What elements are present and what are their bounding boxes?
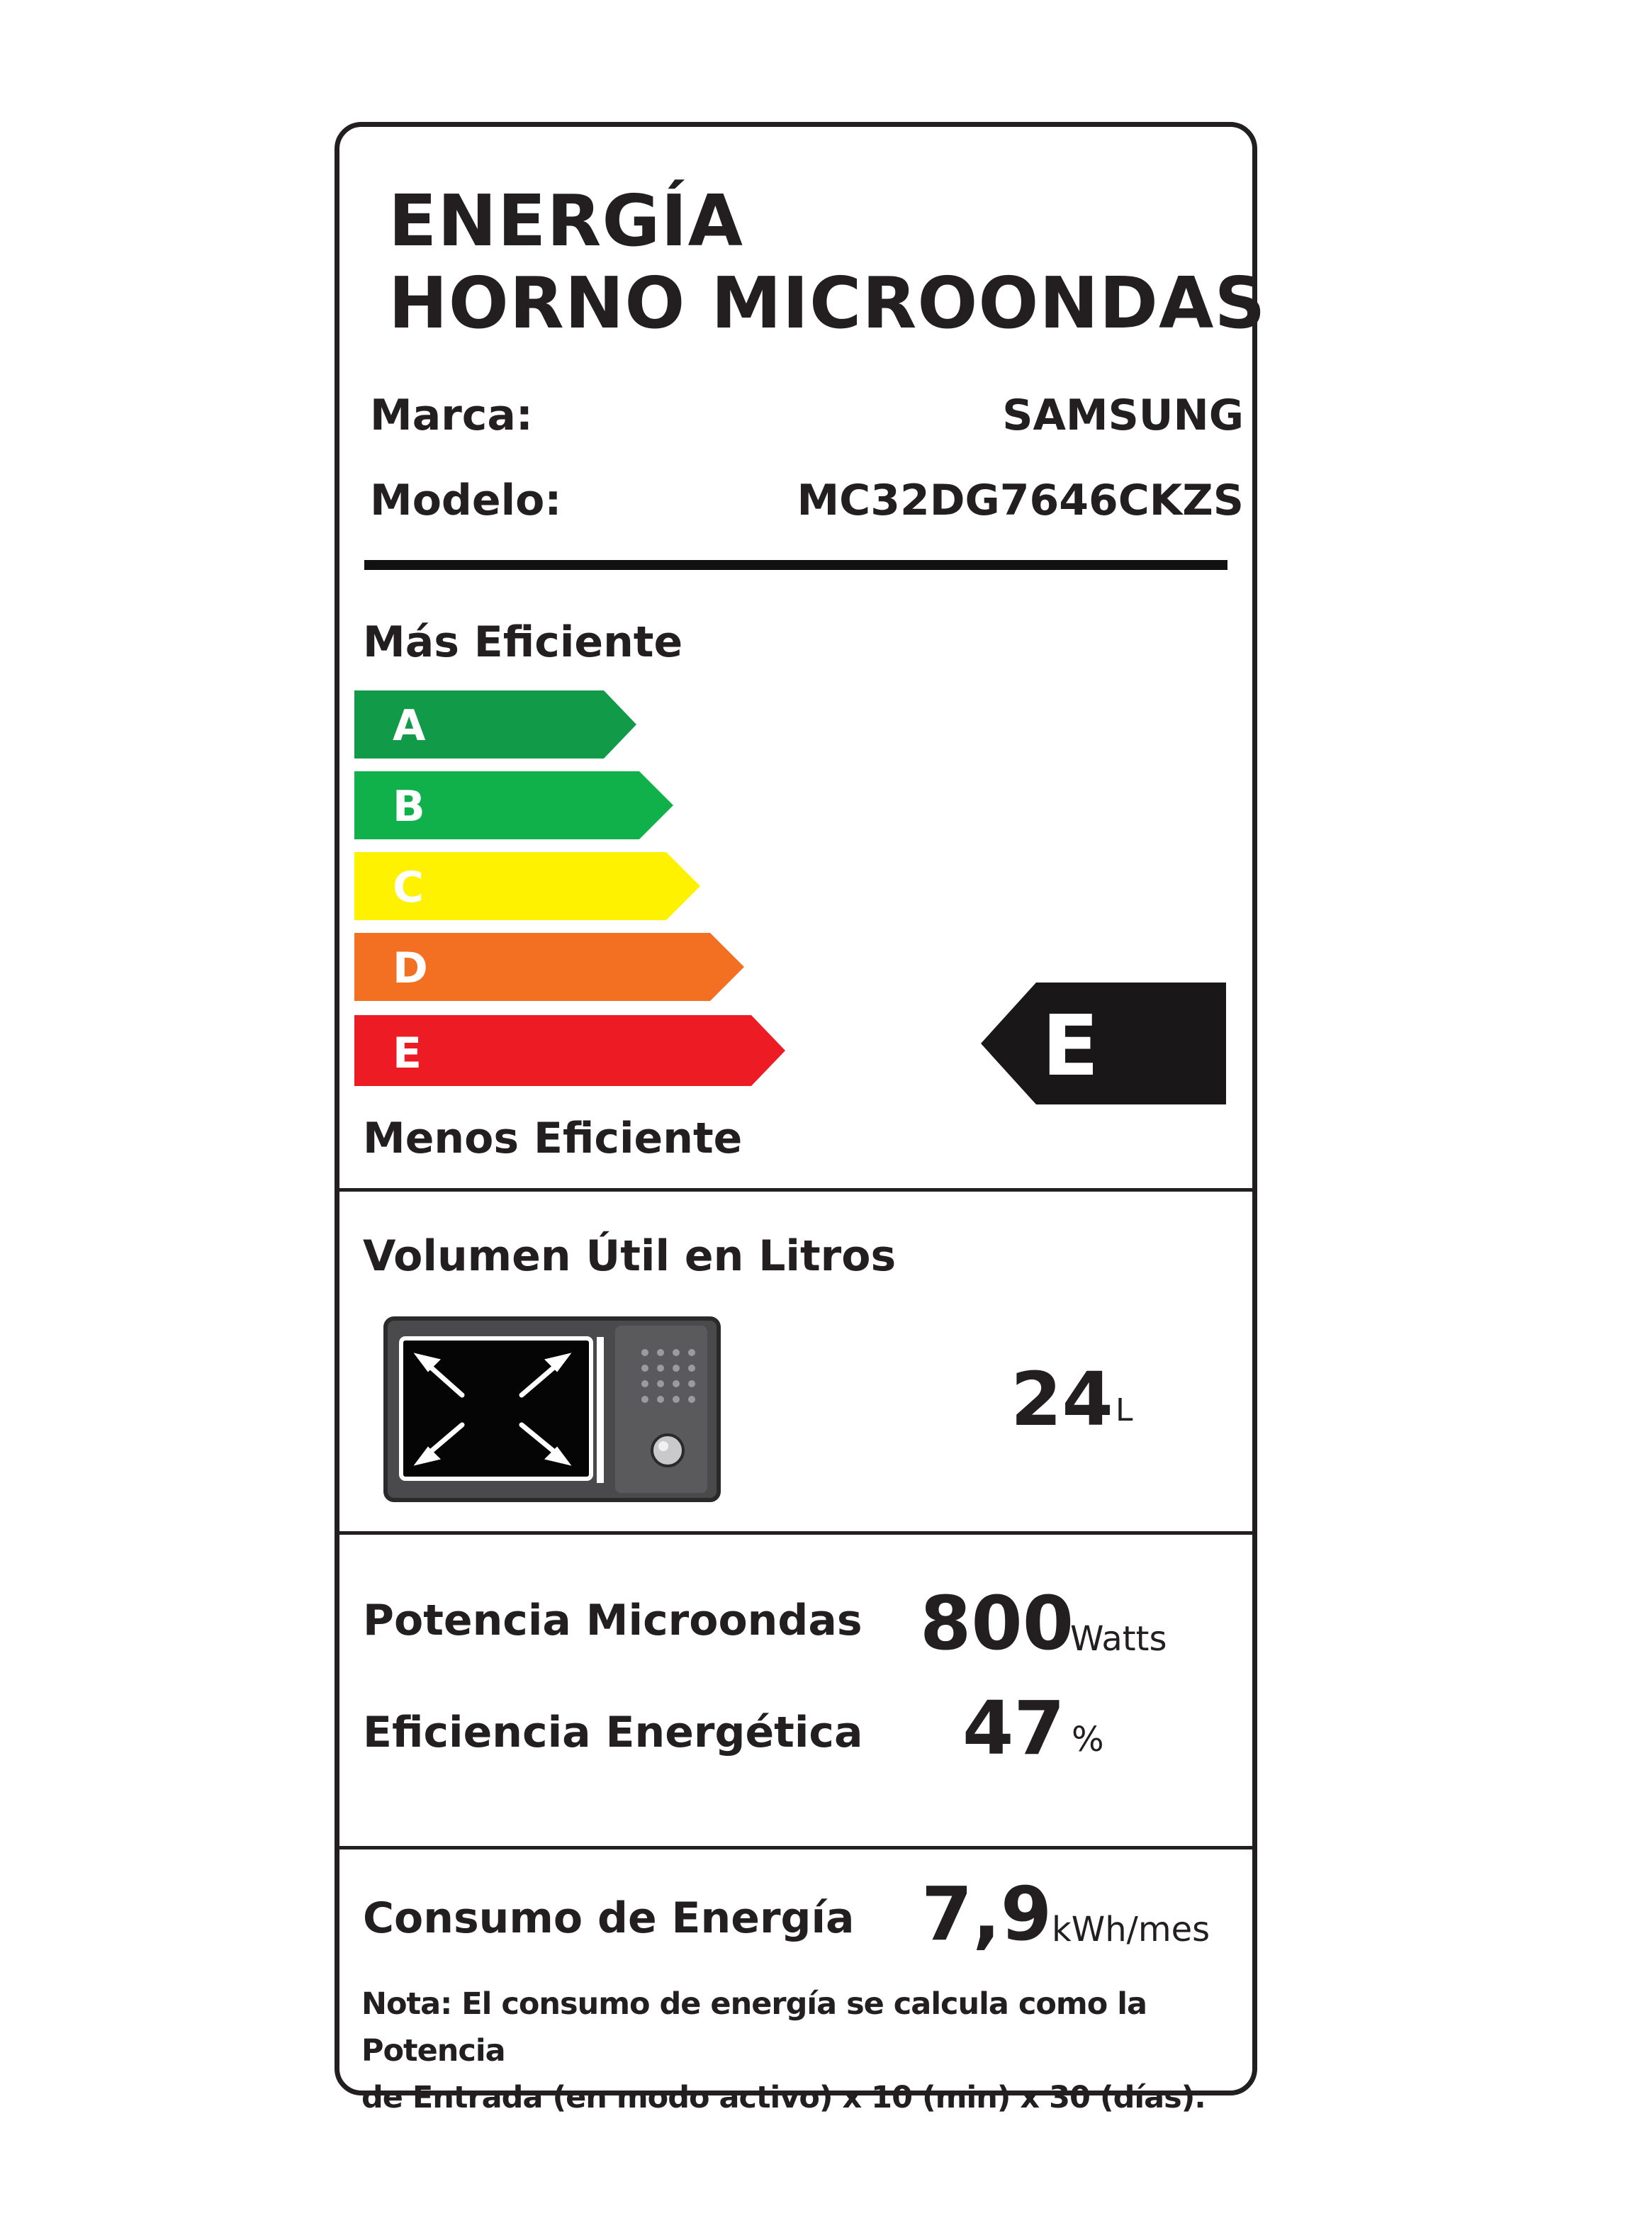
consumption-unit: kWh/mes bbox=[1052, 1910, 1210, 1949]
power-label: Potencia Microondas bbox=[363, 1596, 862, 1645]
label-title-line1: ENERGÍA bbox=[388, 179, 743, 262]
label-title-line2: HORNO MICROONDAS bbox=[388, 262, 1266, 345]
volume-value: 24 bbox=[1011, 1356, 1113, 1443]
efficiency-unit: % bbox=[1072, 1720, 1104, 1759]
volume-unit: L bbox=[1116, 1392, 1133, 1428]
more-efficient-label: Más Eficiente bbox=[363, 617, 683, 667]
efficiency-bar-e bbox=[354, 1015, 785, 1086]
rating-letter: E bbox=[1042, 997, 1099, 1095]
scale-divider bbox=[337, 1188, 1254, 1192]
less-efficient-label: Menos Eficiente bbox=[363, 1114, 743, 1163]
efficiency-bar-e-letter: E bbox=[393, 1029, 422, 1078]
efficiency-label: Eficiencia Energética bbox=[363, 1708, 863, 1757]
brand-value: SAMSUNG bbox=[1002, 391, 1244, 440]
efficiency-bar-a bbox=[354, 690, 636, 759]
model-value: MC32DG7646CKZS bbox=[797, 476, 1244, 525]
efficiency-bar-b-letter: B bbox=[393, 782, 425, 832]
power-unit: Watts bbox=[1070, 1619, 1167, 1659]
efficiency-bar-d-letter: D bbox=[393, 944, 428, 993]
microwave-oven-icon bbox=[383, 1316, 723, 1504]
efficiency-bar-d bbox=[354, 933, 744, 1001]
efficiency-bar-c-letter: C bbox=[393, 863, 425, 912]
consumption-label: Consumo de Energía bbox=[363, 1893, 855, 1943]
calculation-note bbox=[361, 1981, 1240, 2121]
calculation-note-line1: Nota: El consumo de energía se calcula como la Potencia bbox=[361, 1986, 1147, 2069]
model-label: Modelo: bbox=[370, 476, 562, 525]
volume-label: Volumen Útil en Litros bbox=[363, 1231, 897, 1281]
consumption-value: 7,9 bbox=[921, 1871, 1052, 1957]
calculation-note-line2: de Entrada (en modo activo) x 10 (min) x 30 (días). bbox=[361, 2080, 1206, 2115]
volume-divider bbox=[337, 1531, 1254, 1535]
power-value: 800 bbox=[920, 1580, 1074, 1667]
power-divider bbox=[337, 1846, 1254, 1849]
efficiency-value: 47 bbox=[962, 1685, 1065, 1772]
brand-label: Marca: bbox=[370, 391, 533, 440]
efficiency-bar-c bbox=[354, 852, 700, 920]
efficiency-bar-b bbox=[354, 771, 673, 839]
rating-indicator bbox=[981, 983, 1226, 1104]
efficiency-bar-a-letter: A bbox=[393, 701, 426, 751]
